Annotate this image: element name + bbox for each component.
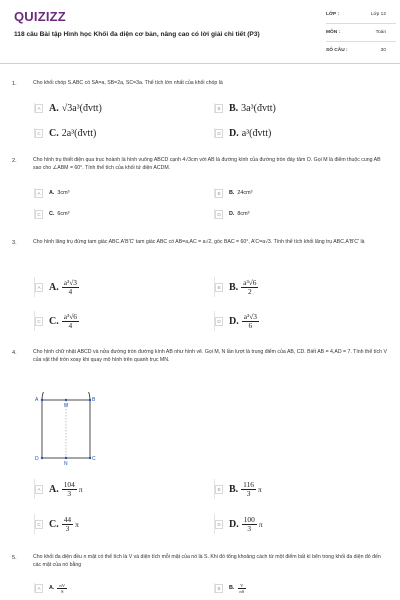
fraction-numerator: V [240, 582, 244, 588]
info-row-subject [326, 24, 396, 42]
semicircle-arc [42, 392, 90, 400]
point-d [41, 457, 43, 459]
point-a [41, 399, 43, 401]
option-b[interactable] [214, 188, 252, 198]
option-letter: A. [49, 281, 59, 293]
option-box: B [215, 485, 223, 494]
option-letter: C. [49, 315, 59, 327]
option-box: D [215, 129, 223, 138]
option-box: A [35, 485, 43, 494]
question-text: Cho khối đa diện đều n mặt có thể tích là V và diện tích mỗi mặt của nó là S. Khi đó tổng khoảng cách từ một điểm bất kì bên trong khối đa diện đó đến các mặt của nó bằng [33, 554, 381, 569]
label-d: D [35, 456, 39, 462]
option-box: C [35, 129, 43, 138]
question-number: 4. [12, 350, 17, 356]
option-fraction [62, 313, 79, 330]
option-box: A [35, 283, 43, 292]
option-box: D [215, 520, 223, 529]
point-n [65, 457, 67, 459]
option-value: 8cm³ [237, 211, 250, 217]
option-b[interactable] [214, 277, 258, 297]
document-header [0, 0, 400, 64]
pi-symbol: π [257, 484, 262, 494]
info-row-count [326, 42, 396, 59]
fraction-numerator: a³√3 [243, 311, 257, 321]
info-panel [326, 6, 396, 59]
fraction-numerator: 44 [63, 514, 72, 524]
option-d[interactable] [214, 128, 271, 138]
option-b[interactable] [214, 479, 262, 499]
info-label: LỚP : [326, 12, 340, 17]
label-c: C [92, 456, 96, 462]
question-number: 2. [12, 158, 17, 164]
option-letter: B. [229, 102, 239, 114]
fraction-numerator: nV [59, 582, 66, 588]
option-fraction [237, 583, 246, 594]
fraction-denominator: 3 [67, 488, 72, 498]
rectangle-semicircle-figure [34, 392, 104, 467]
fraction-denominator: 4 [68, 320, 73, 330]
option-box: C [35, 317, 43, 326]
option-fraction [57, 583, 67, 594]
option-value: 3a³(đvtt) [241, 102, 276, 114]
question-text: Cho khối chóp S.ABC có SA=a, SB=2a, SC=3a. Thể tích lớn nhất của khối chóp là [33, 80, 223, 86]
option-letter: C. [49, 518, 59, 530]
option-c[interactable] [34, 514, 79, 534]
point-m [65, 399, 67, 401]
document-title: 118 câu Bài tập Hình học Khối đa diện cơ bản, nâng cao có lời giải chi tiết (P3) [14, 31, 260, 38]
pi-symbol: π [75, 519, 79, 529]
fraction-denominator: 3 [246, 488, 251, 498]
option-box: B [215, 104, 223, 113]
option-d[interactable] [214, 514, 263, 534]
option-a[interactable] [34, 583, 67, 593]
option-letter: D. [229, 211, 235, 217]
option-b[interactable] [214, 583, 246, 593]
fraction-denominator: nS [239, 588, 245, 594]
fraction-numerator: 100 [243, 514, 255, 524]
fraction-numerator: a³√6 [243, 277, 257, 287]
option-fraction [62, 481, 77, 498]
option-box: B [215, 283, 223, 292]
fraction-numerator: a³√3 [63, 277, 77, 287]
option-a[interactable] [34, 188, 69, 198]
option-box: B [215, 189, 223, 198]
fraction-numerator: 104 [63, 479, 75, 489]
option-letter: A. [49, 585, 55, 591]
info-value: Toán [375, 30, 386, 35]
option-value: 24cm³ [237, 190, 253, 196]
label-b: B [92, 397, 96, 403]
fraction-denominator: 3 [65, 523, 70, 533]
option-c[interactable] [34, 311, 79, 331]
option-box: A [35, 189, 43, 198]
option-value: 3cm³ [57, 190, 70, 196]
option-fraction [241, 481, 256, 498]
fraction-denominator: 2 [247, 286, 252, 296]
option-letter: B. [229, 281, 239, 293]
info-value: Lớp 12 [370, 12, 386, 17]
info-label: SỐ CÂU : [326, 48, 348, 53]
option-value: √3a³(đvtt) [61, 102, 102, 114]
option-fraction [62, 279, 79, 296]
fraction-denominator: 6 [248, 320, 253, 330]
option-box: D [215, 210, 223, 219]
option-box: B [215, 584, 223, 593]
option-a[interactable] [34, 479, 83, 499]
option-b[interactable] [214, 103, 276, 113]
option-letter: A. [49, 102, 59, 114]
option-letter: B. [229, 190, 235, 196]
point-c [89, 457, 91, 459]
fraction-denominator: 3 [247, 523, 252, 533]
option-c[interactable] [34, 209, 69, 219]
question-number: 1. [12, 81, 17, 87]
info-value: 30 [380, 48, 386, 53]
question-number: 5. [12, 555, 17, 561]
option-letter: A. [49, 483, 59, 495]
option-letter: B. [229, 585, 235, 591]
pi-symbol: π [258, 519, 263, 529]
fraction-denominator: 4 [68, 286, 73, 296]
option-c[interactable] [34, 128, 96, 138]
option-box: C [35, 520, 43, 529]
option-fraction [241, 279, 258, 296]
option-d[interactable] [214, 209, 249, 219]
info-row-class [326, 6, 396, 24]
option-a[interactable] [34, 103, 102, 113]
option-letter: D. [229, 127, 239, 139]
question-text: Cho hình chữ nhật ABCD và nửa đường tròn đường kính AB như hình vẽ. Gọi M, N lần lượt là trung điểm của AB, CD. Biết AB = 4,AD = 7. Tính thể tích V của vật thể tròn xoay khi quay mô hình trên quanh trục MN. [33, 349, 387, 364]
question-text: Cho hình lăng trụ đứng tam giác ABC.A'B'C' tam giác ABC có AB=a,AC = a√2, góc BAC = 60°, A'C=a√3. Tính thể tích khối lăng trụ ABC.A'B'C' là [33, 239, 365, 245]
point-b [89, 399, 91, 401]
option-value: a³(đvtt) [241, 127, 272, 139]
option-box: A [35, 104, 43, 113]
option-letter: D. [229, 518, 239, 530]
option-a[interactable] [34, 277, 79, 297]
label-m: M [64, 403, 69, 409]
option-d[interactable] [214, 311, 259, 331]
option-box: A [35, 584, 43, 593]
option-fraction [242, 516, 257, 533]
option-box: D [215, 317, 223, 326]
label-n: N [64, 461, 68, 467]
option-box: C [35, 210, 43, 219]
label-a: A [35, 397, 39, 403]
option-fraction [62, 516, 73, 533]
fraction-denominator: S [60, 588, 64, 594]
question-text: Cho hình trụ thiết diện qua trục hoành là hình vuông ABCD cạnh 4√3cm với AB là đường kính của đường tròn đáy tâm O. Gọi M là điểm thuộc cung AB sao cho ∠ABM = 60°. Tính thể tích của khối tứ diện ACDM. [33, 157, 381, 172]
pi-symbol: π [78, 484, 83, 494]
quizizz-logo: QUIZIZZ [14, 9, 66, 24]
fraction-numerator: a³√6 [63, 311, 77, 321]
option-letter: D. [229, 315, 239, 327]
question-number: 3. [12, 240, 17, 246]
option-value: 6cm³ [57, 211, 70, 217]
option-value: 2a³(đvtt) [61, 127, 97, 139]
option-letter: C. [49, 211, 55, 217]
option-letter: A. [49, 190, 55, 196]
option-letter: C. [49, 127, 59, 139]
info-label: MÔN : [326, 30, 341, 35]
option-fraction [242, 313, 259, 330]
option-letter: B. [229, 483, 239, 495]
fraction-numerator: 116 [243, 479, 254, 489]
